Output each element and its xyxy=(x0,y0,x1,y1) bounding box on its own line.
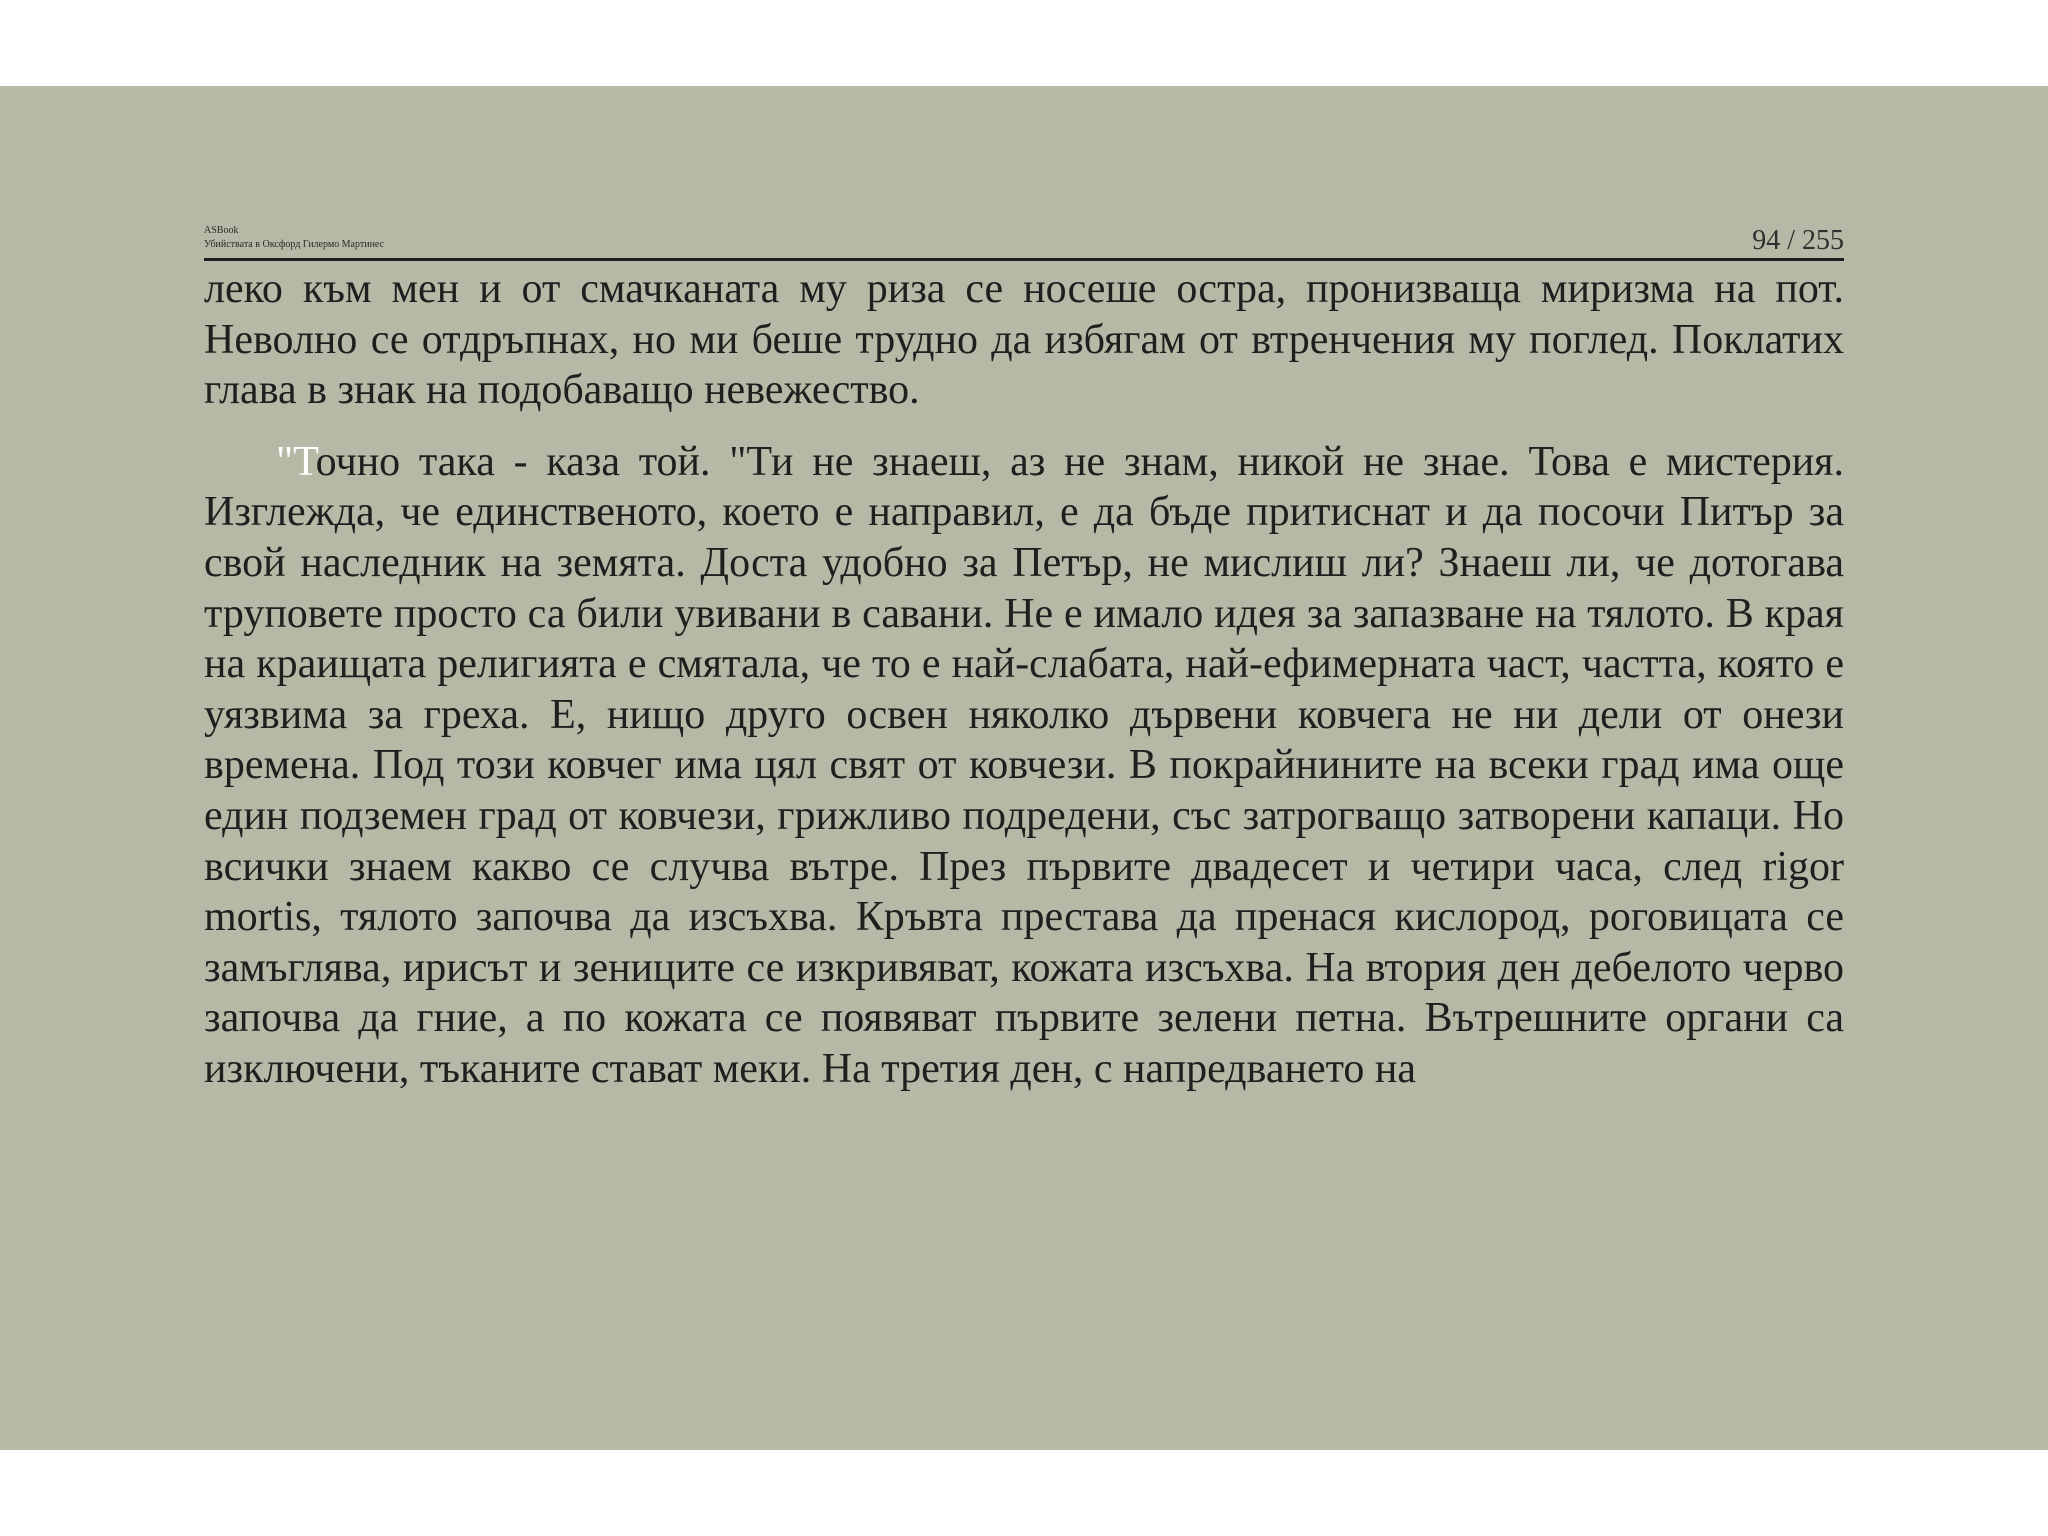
reader-page[interactable] xyxy=(0,86,2048,1450)
paragraph xyxy=(204,264,1844,416)
paragraph-1-text: леко към мен и от смачканата му риза се носеше остра, пронизваща миризма на пот. Неволно се отдръпнах, но ми беше трудно да избягам от втренчения му поглед. Поклатих глава в знак на подобаващо невежество. xyxy=(204,266,1844,414)
paragraph xyxy=(204,437,1844,1095)
page-text[interactable] xyxy=(204,264,1844,1095)
book-title: Убийствата в Оксфорд Гилермо Мартинес xyxy=(204,239,385,250)
publisher-label: ASBook xyxy=(204,225,239,236)
page-counter: 94 / 255 xyxy=(1752,225,1844,256)
paragraph-2-text: очно така - каза той. "Ти не знаеш, аз не знам, никой не знае. Това е мистерия. Изглежда, че единственото, което е направил, е да бъде притиснат и да посочи Питър за свой наследник на земята. Доста удобно за Петър, не мислиш ли? Знаеш ли, че дотогава труповете просто са били увивани в савани. Не е имало идея за запазване на тялото. В края на краищата религията е смятала, че то е най-слабата, най-ефимерната част, частта, която е уязвима за греха. Е, нищо друго освен няколко дървени ковчега не ни дели от онези времена. Под този ковчег има цял свят от ковчези. В покрайнините на всеки град има още един подземен град от ковчези, грижливо подредени, със затрогващо затворени капаци. Но всички знаем какво се случва вътре. През първите двадесет и четири часа, след rigor mortis, тялото започва да изсъхва. Кръвта престава да пренася кислород, роговицата се замъглява, ирисът и зениците се изкривяват, кожата изсъхва. На втория ден дебелото черво започва да гние, а по кожата се появяват първите зелени петна. Вътрешните органи са изключени, тъканите стават меки. На третия ден, с напредването на xyxy=(204,438,1844,1092)
text-selection-highlight[interactable]: "Т xyxy=(276,438,316,485)
header-book-info xyxy=(204,224,384,252)
header-divider xyxy=(204,258,1844,261)
